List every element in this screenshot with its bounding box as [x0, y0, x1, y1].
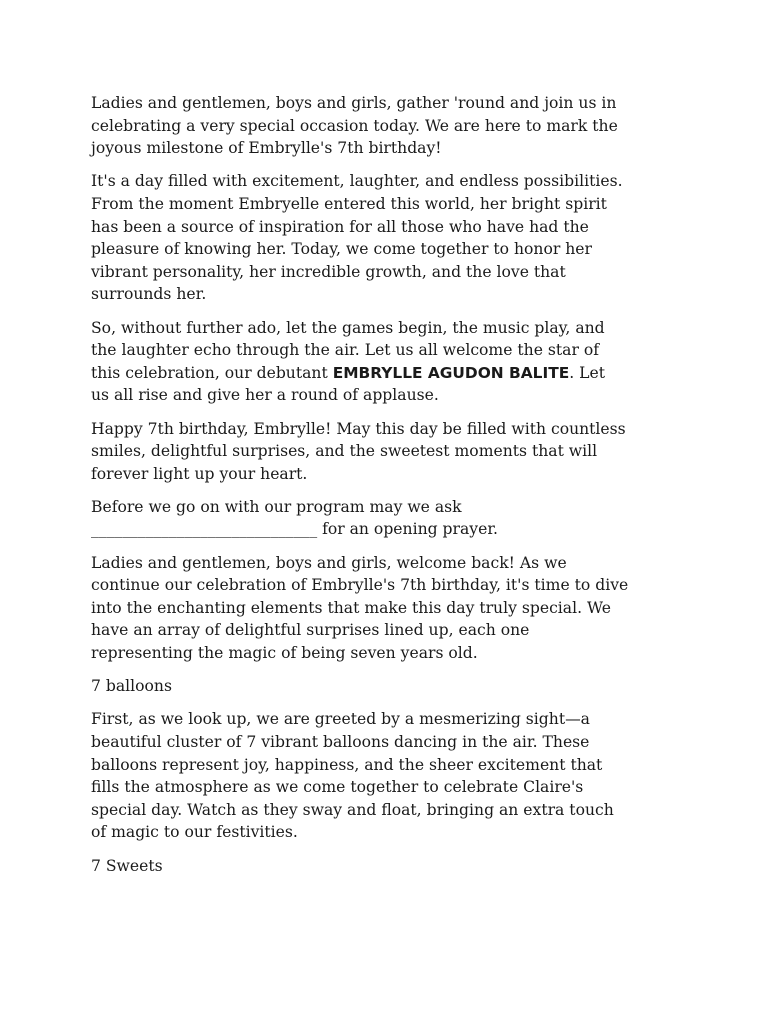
text-line: Happy 7th birthday, Embrylle! May this day be filled with countless — [91, 419, 626, 438]
text-line: has been a source of inspiration for all those who have had the — [91, 217, 589, 236]
text-line: smiles, delightful surprises, and the sweetest moments that will — [91, 442, 598, 461]
text-line: continue our celebration of Embrylle's 7th birthday, it's time to dive — [91, 576, 629, 595]
text-line: of magic to our festivities. — [91, 823, 298, 842]
text-line: Before we go on with our program may we ask — [91, 497, 462, 516]
paragraph-welcome-back — [91, 552, 691, 665]
debutant-name: EMBRYLLE AGUDON BALITE — [332, 363, 570, 382]
text-line: us all rise and give her a round of applause. — [91, 386, 439, 405]
text-line: into the enchanting elements that make this day truly special. We — [91, 598, 611, 617]
document-body — [91, 92, 691, 888]
text-line: balloons represent joy, happiness, and the sheer excitement that — [91, 755, 603, 774]
text-line: 7 Sweets — [91, 856, 163, 875]
text-line-with-name — [91, 362, 691, 385]
section-heading-balloons — [91, 675, 691, 698]
text-line: _____________________________ for an opening prayer. — [91, 520, 499, 539]
text-fragment: . Let — [569, 363, 605, 382]
text-line: Ladies and gentlemen, boys and girls, welcome back! As we — [91, 553, 567, 572]
text-line: fills the atmosphere as we come together to celebrate Claire's — [91, 778, 584, 797]
text-line: beautiful cluster of 7 vibrant balloons dancing in the air. These — [91, 733, 590, 751]
text-line: have an array of delightful surprises lined up, each one — [91, 621, 530, 640]
text-line: representing the magic of being seven years old. — [91, 644, 478, 663]
text-line: First, as we look up, we are greeted by a mesmerizing sight—a — [91, 710, 590, 729]
text-line: special day. Watch as they sway and float, bringing an extra touch — [91, 800, 614, 819]
paragraph-happy-birthday — [91, 418, 691, 486]
text-line: the laughter echo through the air. Let us all welcome the star of — [91, 341, 600, 360]
text-line: forever light up your heart. — [91, 464, 308, 483]
paragraph-opening-prayer — [91, 496, 691, 541]
section-heading-sweets — [91, 855, 691, 878]
text-line: Ladies and gentlemen, boys and girls, gather 'round and join us in — [91, 94, 617, 112]
text-line: So, without further ado, let the games begin, the music play, and — [91, 318, 605, 337]
text-line: pleasure of knowing her. Today, we come together to honor her — [91, 240, 592, 259]
text-line: vibrant personality, her incredible growth, and the love that — [91, 262, 566, 281]
text-line: surrounds her. — [91, 285, 207, 304]
paragraph-welcome-debutant — [91, 317, 691, 407]
paragraph-excitement — [91, 170, 691, 306]
text-fragment: this celebration, our debutant — [91, 363, 333, 382]
paragraph-balloons — [91, 708, 691, 844]
text-line: celebrating a very special occasion today. We are here to mark the — [91, 116, 618, 135]
paragraph-intro — [91, 92, 691, 160]
text-line: From the moment Embryelle entered this world, her bright spirit — [91, 194, 607, 213]
text-line: joyous milestone of Embrylle's 7th birthday! — [91, 139, 442, 158]
text-line: It's a day filled with excitement, laughter, and endless possibilities. — [91, 172, 623, 191]
text-line: 7 balloons — [91, 677, 172, 696]
